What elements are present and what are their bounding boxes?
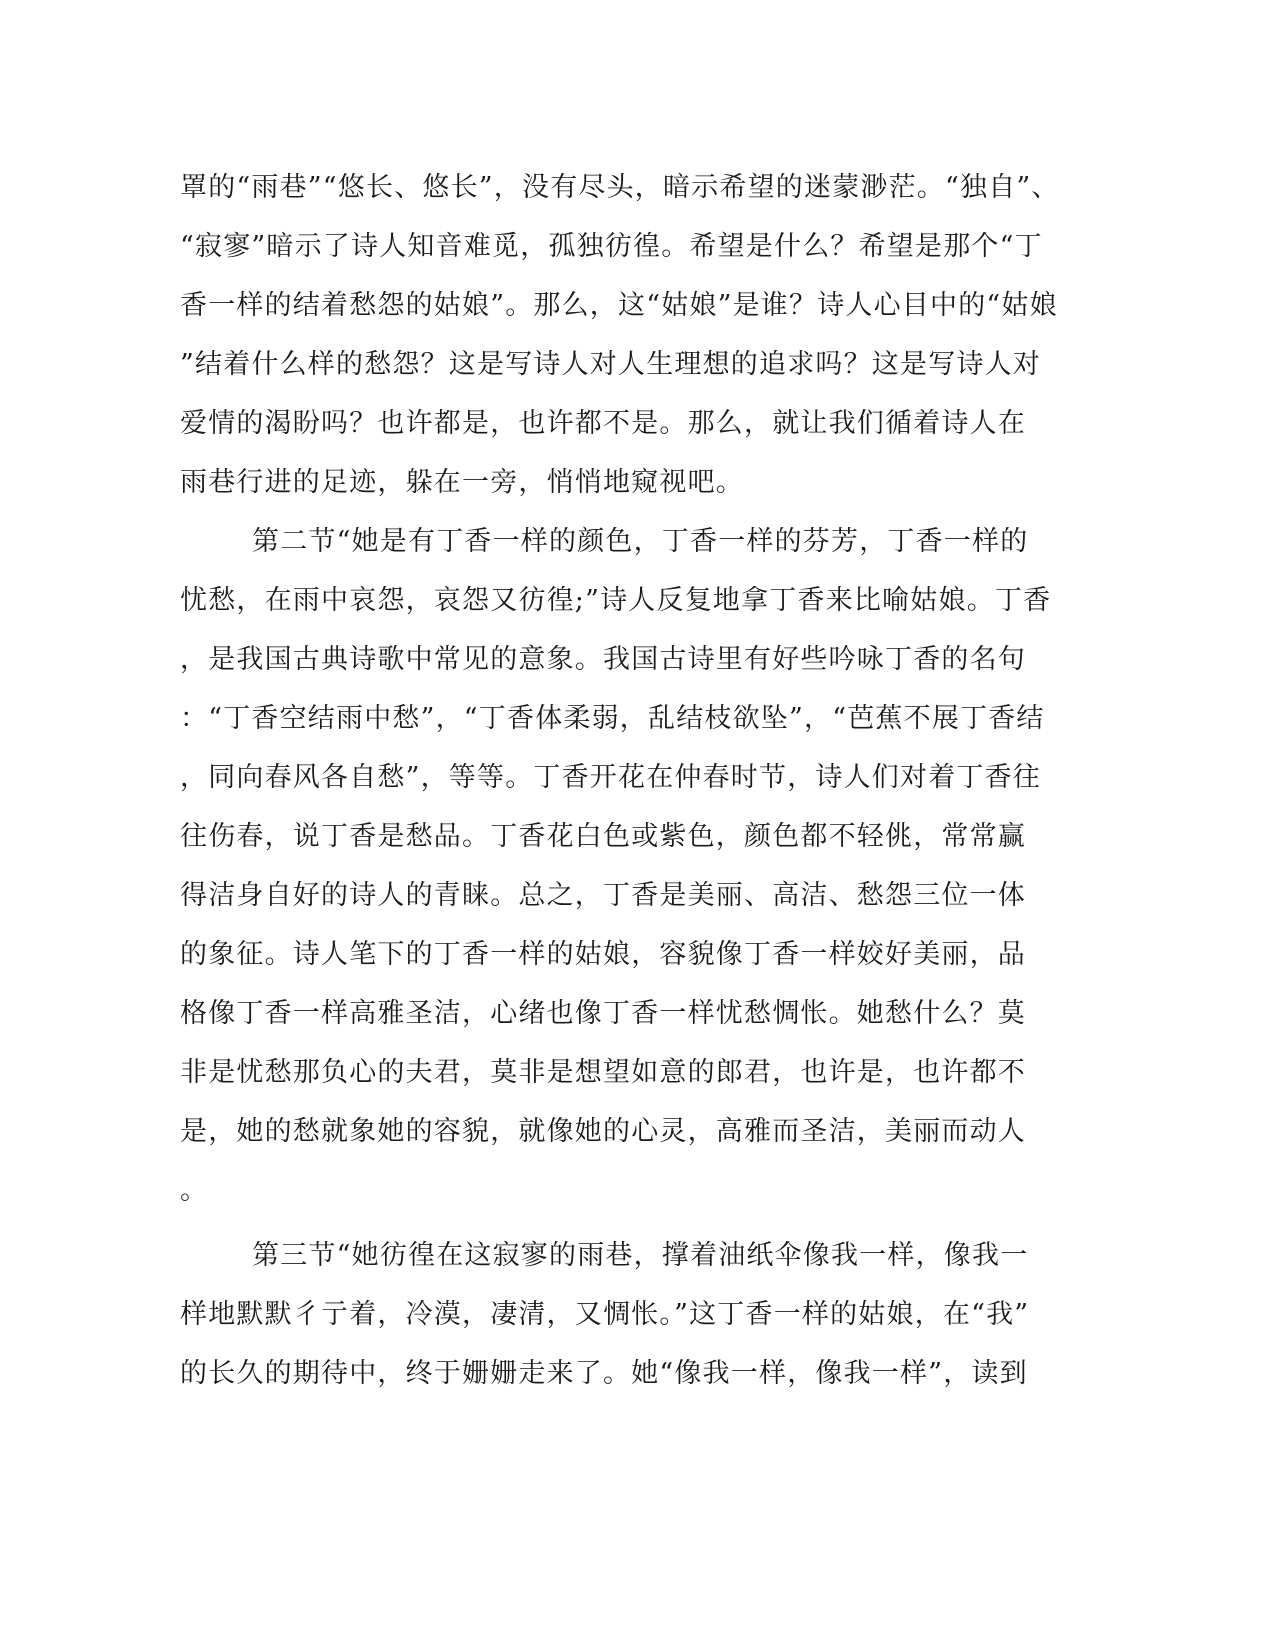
text-line: 。: [180, 1175, 209, 1206]
text-line: 忧愁，在雨中哀怨，哀怨又彷徨;”诗人反复地拿丁香来比喻姑娘。丁香: [180, 585, 1052, 616]
text-line: 是，她的愁就象她的容貌，就像她的心灵，高雅而圣洁，美丽而动人: [180, 1116, 1026, 1147]
text-line: 非是忧愁那负心的夫君，莫非是想望如意的郎君，也许是，也许都不: [180, 1057, 1026, 1088]
text-line: 样地默默彳亍着，冷漠，凄清，又惆怅。”这丁香一样的姑娘，在“我”: [180, 1299, 1030, 1330]
paragraph-start-line: 第三节“她彷徨在这寂寥的雨巷，撑着油纸伞像我一样，像我一: [252, 1240, 1029, 1271]
text-line: ：“丁香空结雨中愁”，“丁香体柔弱，乱结枝欲坠”，“芭蕉不展丁香结: [180, 703, 1045, 734]
body-text: [180, 158, 1060, 1403]
text-line: 雨巷行进的足迹，躲在一旁，悄悄地窥视吧。: [180, 467, 744, 498]
text-line: 的象征。诗人笔下的丁香一样的姑娘，容貌像丁香一样姣好美丽，品: [180, 939, 1026, 970]
paragraph-start-line: 第二节“她是有丁香一样的颜色，丁香一样的芬芳，丁香一样的: [252, 526, 1029, 557]
text-line: 得洁身自好的诗人的青睐。总之，丁香是美丽、高洁、愁怨三位一体: [180, 880, 1026, 911]
text-line: 香一样的结着愁怨的姑娘”。那么，这“姑娘”是谁？诗人心目中的“姑娘: [180, 290, 1058, 321]
text-line: 爱情的渴盼吗？也许都是，也许都不是。那么，就让我们循着诗人在: [180, 408, 1026, 439]
text-line: 的长久的期待中，终于姗姗走来了。她“像我一样，像我一样”，读到: [180, 1358, 1028, 1389]
text-line: 罩的“雨巷”“悠长、悠长”，没有尽头，暗示希望的迷蒙渺茫。“独自”、: [180, 172, 1060, 203]
text-line: ”结着什么样的愁怨？这是写诗人对人生理想的追求吗？这是写诗人对: [180, 349, 1042, 380]
text-line: ，是我国古典诗歌中常见的意象。我国古诗里有好些吟咏丁香的名句: [180, 644, 1026, 675]
text-line: ，同向春风各自愁”，等等。丁香开花在仲春时节，诗人们对着丁香往: [180, 762, 1042, 793]
text-line: 格像丁香一样高雅圣洁，心绪也像丁香一样忧愁惆怅。她愁什么？莫: [180, 998, 1026, 1029]
text-line: 往伤春，说丁香是愁品。丁香花白色或紫色，颜色都不轻佻，常常赢: [180, 821, 1026, 852]
text-line: “寂寥”暗示了诗人知音难觅，孤独彷徨。希望是什么？希望是那个“丁: [180, 231, 1043, 262]
